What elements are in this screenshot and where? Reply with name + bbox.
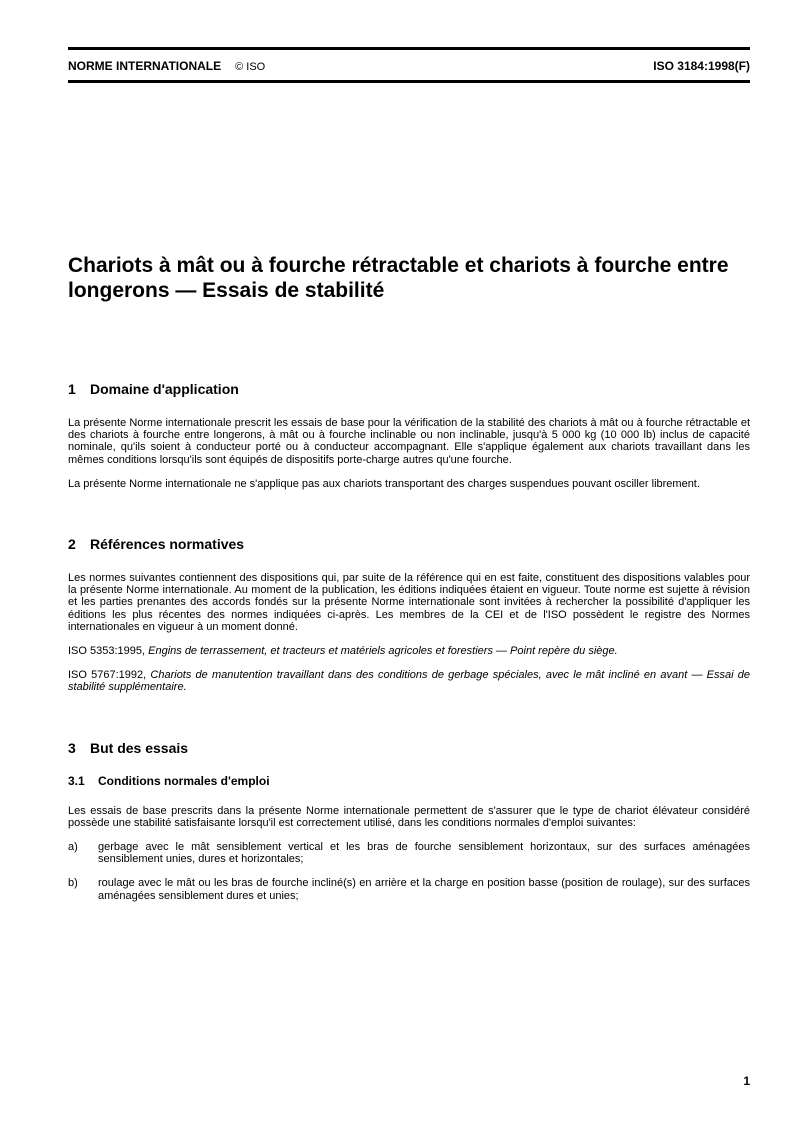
header-standard-type: NORME INTERNATIONALE — [68, 59, 222, 73]
section-1-heading — [68, 381, 750, 398]
reference-2-code: ISO 5767:1992, — [68, 669, 151, 682]
document-body — [68, 381, 750, 902]
section-3-title: But des essais — [90, 739, 189, 756]
reference-2-title: Chariots de manutention travaillant dans des conditions de gerbage spéciales, avec le mât incliné en avant — Essai de stabilité supplémentaire. — [68, 669, 750, 694]
section-1-paragraph-2: La présente Norme internationale ne s'applique pas aux chariots transportant des charges suspendues pouvant osciller librement. — [68, 477, 700, 490]
list-item-marker: a) — [68, 841, 78, 854]
page-number: 1 — [743, 1074, 750, 1088]
section-2-heading — [68, 536, 750, 553]
document-title: Chariots à mât ou à fourche rétractable et chariots à fourche entre longerons — Essais de stabilité — [68, 254, 729, 302]
reference-1-title: Engins de terrassement, et tracteurs et matériels agricoles et forestiers — Point repère du siège. — [148, 645, 618, 658]
header-rule-bottom — [68, 80, 750, 83]
section-2-title: Références normatives — [90, 536, 245, 553]
list-item — [68, 877, 750, 901]
subsection-3-1-number: 3.1 — [68, 773, 85, 788]
list-item-text: gerbage avec le mât sensiblement vertical et les bras de fourche sensiblement horizontaux, sur des surfaces aménagées sensiblement unies, dures et horizontales; — [98, 841, 750, 866]
subsection-3-1-title: Conditions normales d'emploi — [98, 773, 270, 788]
section-3-paragraph-1: Les essais de base prescrits dans la présente Norme internationale permettent de s'assurer que le type de chariot élévateur considéré possède une stabilité satisfaisante lorsqu'il est correctement utilisé, dans les conditions normales d'emploi suivantes: — [68, 804, 750, 829]
header-copyright: © ISO — [235, 61, 266, 73]
section-3-heading — [68, 740, 750, 757]
reference-iso-5767 — [68, 669, 750, 693]
section-1-number: 1 — [68, 381, 76, 397]
section-2-paragraph-1: Les normes suivantes contiennent des dispositions qui, par suite de la référence qui en est faite, constituent des dispositions valables pour la présente Norme internationale. Au moment de la publication, les éditions indiquées étaient en vigueur. Toute norme est sujette à révision et les parties prenantes des accords fondés sur la présente Norme internationale sont invitées à rechercher la possibilité d'appliquer les éditions les plus récentes des normes indiquées ci-après. Les membres de la CEI et de l'ISO possèdent le registre des Normes internationales en vigueur à un moment donné. — [68, 572, 750, 633]
list-item — [68, 841, 750, 865]
header-left — [68, 59, 265, 74]
header-rule-top — [68, 47, 750, 50]
subsection-3-1-heading — [68, 774, 750, 788]
reference-iso-5353 — [68, 645, 750, 657]
section-1-title: Domaine d'application — [90, 381, 239, 397]
header-standard-number: ISO 3184:1998(F) — [653, 59, 750, 73]
section-2-number: 2 — [68, 536, 76, 553]
section-3-number: 3 — [68, 739, 76, 756]
section-1-paragraph-1: La présente Norme internationale prescrit les essais de base pour la vérification de la stabilité des chariots à mât ou à fourche rétractable et des chariots à fourche entre longerons, à mât ou à fourche inclinable ou non inclinable, jusqu'à 5 000 kg (10 000 lb) inclus de capacité nominale, qu'ils soient à conducteur porté ou à conducteur accompagnant. Elle s'applique également aux chariots travaillant dans les mêmes conditions lorsqu'ils sont équipés de dispositifs porte-charge autres qu'une fourche. — [68, 417, 750, 466]
list-item-text: roulage avec le mât ou les bras de fourche incliné(s) en arrière et la charge en position basse (position de roulage), sur des surfaces aménagées sensiblement dures et unies; — [98, 877, 750, 902]
list-item-marker: b) — [68, 877, 78, 890]
reference-1-code: ISO 5353:1995, — [68, 645, 149, 658]
